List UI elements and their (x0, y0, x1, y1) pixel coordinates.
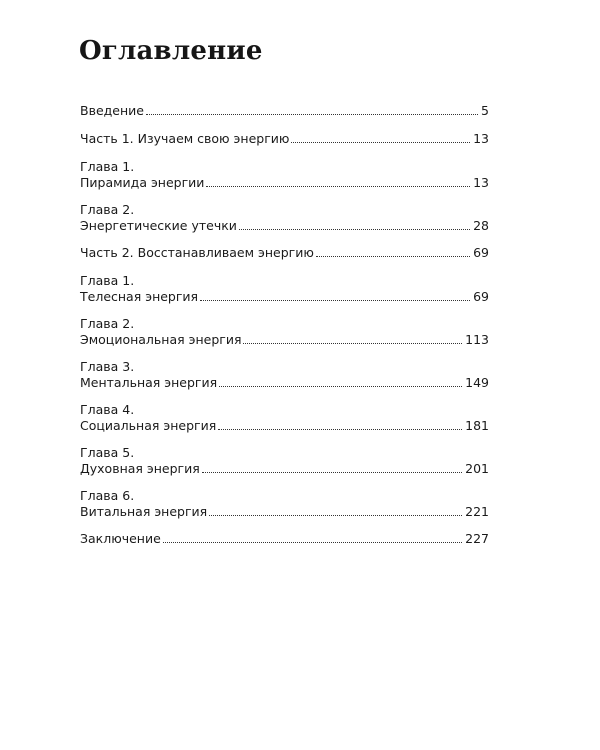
toc-entry-part2-chapter-5[interactable] (80, 445, 489, 477)
toc-entry-title: Эмоциональная энергия (80, 332, 242, 347)
toc-page-number: 149 (465, 375, 489, 390)
toc-chapter-label: Глава 3. (80, 359, 135, 374)
page-title: Оглавление (79, 36, 263, 66)
toc-chapter-label: Глава 1. (80, 273, 135, 288)
toc-entry-title: Энергетические утечки (80, 218, 237, 233)
dot-leader (163, 542, 462, 543)
toc-entry-part2-chapter-2[interactable] (80, 316, 489, 348)
toc-page-number: 201 (465, 461, 489, 476)
toc-chapter-label: Глава 5. (80, 445, 135, 460)
toc-entry-intro[interactable] (80, 103, 489, 119)
toc-entry-title: Часть 2. Восстанавливаем энергию (80, 245, 314, 260)
dot-leader (219, 386, 462, 387)
dot-leader (209, 515, 462, 516)
toc-entry-title: Ментальная энергия (80, 375, 218, 390)
dot-leader (206, 186, 470, 187)
toc-line (80, 175, 489, 191)
toc-line (80, 461, 489, 477)
toc-line (80, 131, 489, 147)
toc-entry-title: Введение (80, 103, 144, 118)
toc-entry-part1-chapter-2[interactable] (80, 202, 489, 234)
dot-leader (316, 256, 470, 257)
toc-entry-part1-chapter-1[interactable] (80, 159, 489, 191)
toc-page-number: 181 (465, 418, 489, 433)
toc-page-number: 69 (473, 245, 489, 260)
toc-entry-conclusion[interactable] (80, 531, 489, 547)
table-of-contents (80, 103, 489, 559)
toc-page-number: 13 (473, 131, 489, 146)
dot-leader (239, 229, 470, 230)
toc-page-number: 69 (473, 289, 489, 304)
toc-entry-title: Заключение (80, 531, 161, 546)
toc-page-number: 227 (465, 531, 489, 546)
dot-leader (243, 343, 462, 344)
dot-leader (291, 142, 470, 143)
toc-entry-part2-chapter-6[interactable] (80, 488, 489, 520)
toc-page-number: 5 (481, 103, 489, 118)
toc-line (80, 332, 489, 348)
toc-entry-title: Витальная энергия (80, 504, 208, 519)
toc-entry-title: Духовная энергия (80, 461, 200, 476)
dot-leader (146, 114, 478, 115)
toc-entry-part2-chapter-1[interactable] (80, 273, 489, 305)
toc-page-number: 28 (473, 218, 489, 233)
toc-entry-part2-chapter-3[interactable] (80, 359, 489, 391)
toc-chapter-label: Глава 1. (80, 159, 135, 174)
toc-chapter-label: Глава 4. (80, 402, 135, 417)
toc-line (80, 504, 489, 520)
toc-line (80, 289, 489, 305)
toc-entry-title: Пирамида энергии (80, 175, 205, 190)
toc-line (80, 418, 489, 434)
toc-page-number: 13 (473, 175, 489, 190)
toc-chapter-label: Глава 2. (80, 202, 135, 217)
toc-chapter-label: Глава 6. (80, 488, 135, 503)
toc-chapter-label: Глава 2. (80, 316, 135, 331)
toc-line (80, 218, 489, 234)
toc-line (80, 103, 489, 119)
dot-leader (200, 300, 470, 301)
toc-line (80, 531, 489, 547)
toc-entry-part2-chapter-4[interactable] (80, 402, 489, 434)
toc-entry-part-1[interactable] (80, 131, 489, 147)
dot-leader (218, 429, 462, 430)
toc-entry-title: Социальная энергия (80, 418, 217, 433)
toc-line (80, 375, 489, 391)
toc-entry-title: Телесная энергия (80, 289, 199, 304)
toc-page-number: 113 (465, 332, 489, 347)
toc-page-number: 221 (465, 504, 489, 519)
dot-leader (202, 472, 462, 473)
toc-line (80, 245, 489, 261)
toc-entry-part-2[interactable] (80, 245, 489, 261)
toc-entry-title: Часть 1. Изучаем свою энергию (80, 131, 290, 146)
